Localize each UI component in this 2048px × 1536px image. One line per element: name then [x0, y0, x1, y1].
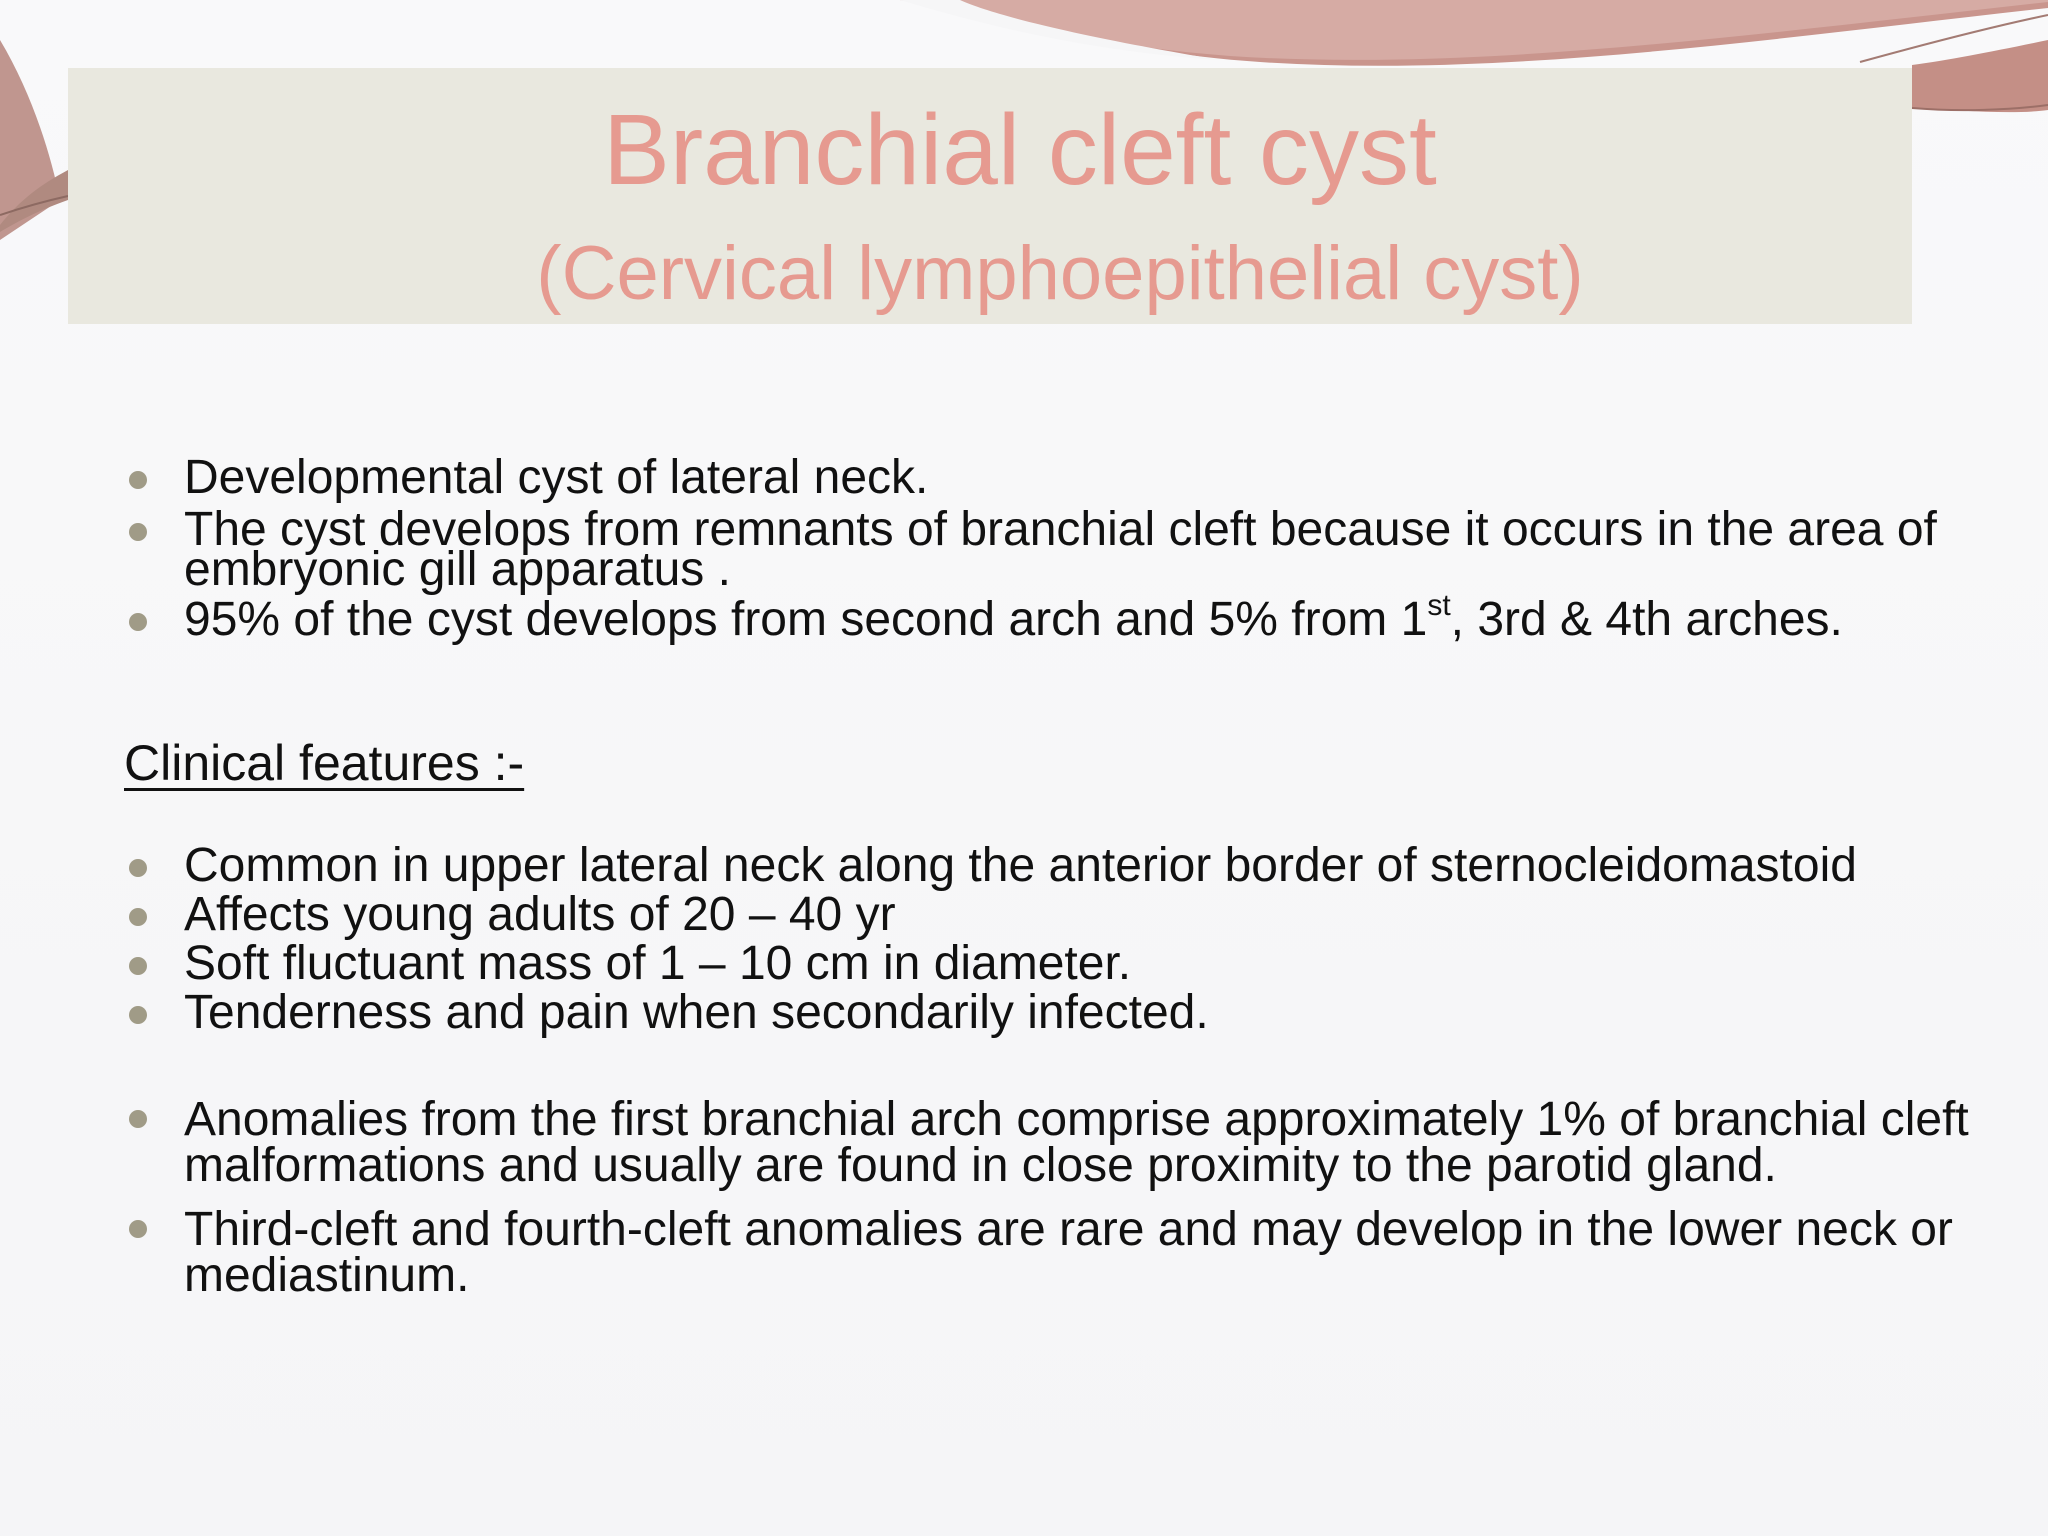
- slide-subtitle: (Cervical lymphoepithelial cyst): [536, 231, 1584, 316]
- list-item: [184, 503, 2044, 596]
- bullet-text: Affects young adults of 20 – 40 yr: [184, 888, 896, 941]
- bullet-dot-icon: [129, 908, 147, 926]
- bullet-dot-icon: [129, 471, 147, 489]
- list-item: [184, 1203, 2044, 1302]
- bullet-text: Third-cleft and fourth-cleft anomalies are rare and may develop in the lower neck or mediastinum.: [184, 1203, 1953, 1302]
- bullet-dot-icon: [129, 957, 147, 975]
- section-heading: Clinical features :-: [124, 735, 525, 791]
- slide-title: Branchial cleft cyst: [603, 94, 1437, 206]
- bullet-text: Anomalies from the first branchial arch comprise approximately 1% of branchial cleft malformations and usually are found in close proximity to the parotid gland.: [184, 1093, 1969, 1192]
- list-item: [184, 1093, 2044, 1192]
- bullet-text: Tenderness and pain when secondarily infected.: [184, 986, 1209, 1039]
- bullet-dot-icon: [129, 859, 147, 877]
- bullet-text-part: 95% of the cyst develops from second arch and 5% from 1: [184, 593, 1428, 646]
- list-item: [184, 451, 2044, 504]
- list-item: [184, 839, 2044, 892]
- list-item: [184, 589, 2044, 646]
- bullet-dot-icon: [129, 1006, 147, 1024]
- bullet-text: Developmental cyst of lateral neck.: [184, 451, 929, 504]
- list-item: [184, 986, 2044, 1039]
- bullet-dot-icon: [129, 523, 147, 541]
- bullet-text: The cyst develops from remnants of branchial cleft because it occurs in the area of embryonic gill apparatus .: [184, 503, 1937, 596]
- bullet-dot-icon: [129, 1220, 147, 1238]
- bullet-dot-icon: [129, 1110, 147, 1128]
- list-item: [184, 888, 2044, 941]
- bullet-text: Soft fluctuant mass of 1 – 10 cm in diameter.: [184, 937, 1132, 990]
- bullet-text-part: , 3rd & 4th arches.: [1450, 593, 1843, 646]
- list-item: [184, 937, 2044, 990]
- bullet-text: Common in upper lateral neck along the anterior border of sternocleidomastoid: [184, 839, 1857, 892]
- superscript: st: [1427, 589, 1451, 622]
- bullet-dot-icon: [129, 613, 147, 631]
